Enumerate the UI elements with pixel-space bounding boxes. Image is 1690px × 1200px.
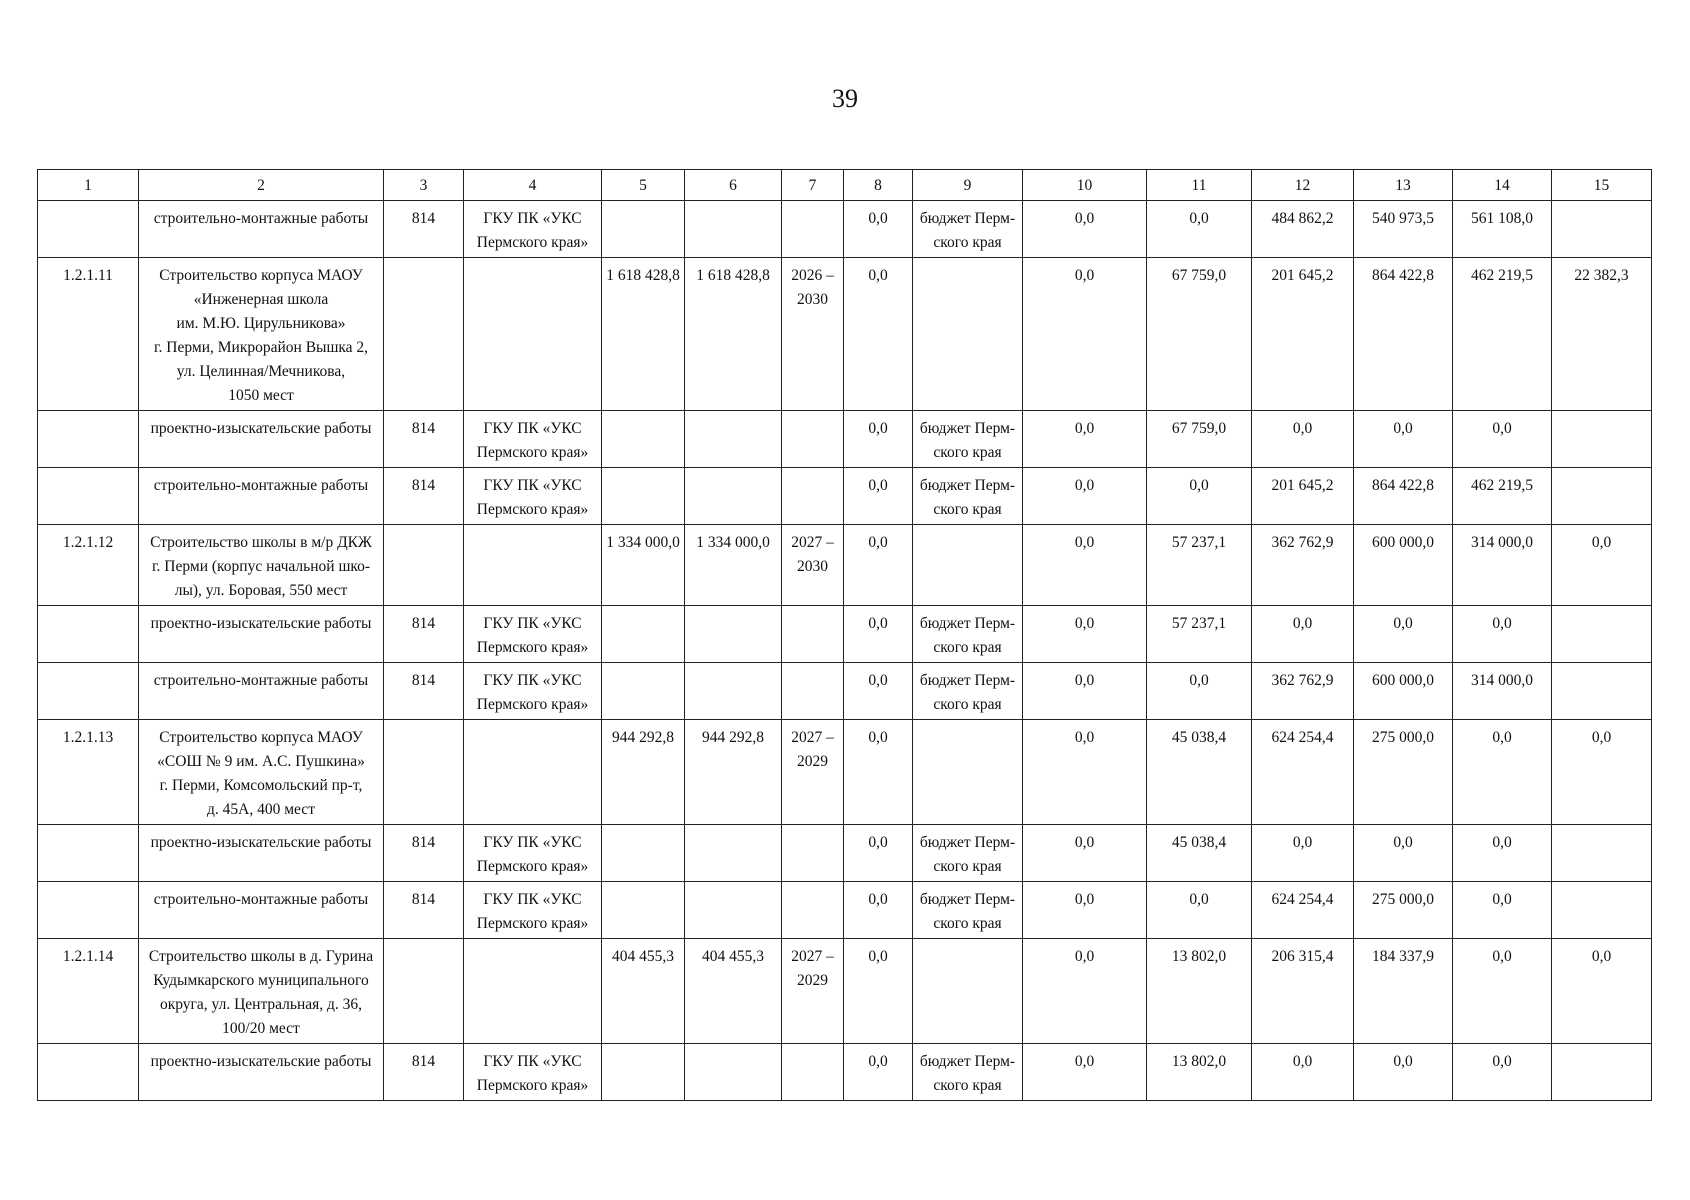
- table-cell: 624 254,4: [1252, 882, 1354, 939]
- table-cell: бюджет Перм- ского края: [913, 411, 1023, 468]
- table-cell: 0,0: [1147, 468, 1252, 525]
- table-cell: 1.2.1.12: [38, 525, 139, 606]
- table-cell: 814: [384, 201, 464, 258]
- table-cell: 0,0: [1453, 939, 1552, 1044]
- table-cell: 0,0: [1453, 825, 1552, 882]
- table-cell: бюджет Перм- ского края: [913, 606, 1023, 663]
- column-number-cell: 6: [685, 170, 782, 201]
- table-cell: 0,0: [1023, 1044, 1147, 1101]
- table-cell: ГКУ ПК «УКС Пермского края»: [464, 411, 602, 468]
- table-cell: [602, 825, 685, 882]
- table-cell: бюджет Перм- ского края: [913, 1044, 1023, 1101]
- table-cell: 0,0: [1252, 411, 1354, 468]
- table-cell: 0,0: [1147, 201, 1252, 258]
- table-cell: 864 422,8: [1354, 258, 1453, 411]
- table-cell: [782, 606, 844, 663]
- table-cell: 0,0: [844, 939, 913, 1044]
- column-number-cell: 9: [913, 170, 1023, 201]
- table-cell: 0,0: [1552, 525, 1652, 606]
- table-cell: 0,0: [1354, 825, 1453, 882]
- table-cell: 624 254,4: [1252, 720, 1354, 825]
- table-cell: 0,0: [1147, 663, 1252, 720]
- table-cell: 275 000,0: [1354, 882, 1453, 939]
- table-cell: 1 334 000,0: [602, 525, 685, 606]
- table-cell: 0,0: [844, 663, 913, 720]
- table-row: [38, 825, 1652, 882]
- table-cell: [1552, 606, 1652, 663]
- table-cell: [1552, 411, 1652, 468]
- table-cell: строительно-монтажные работы: [139, 468, 384, 525]
- table-cell: ГКУ ПК «УКС Пермского края»: [464, 468, 602, 525]
- table-cell: проектно-изыскательские работы: [139, 411, 384, 468]
- table-cell: [38, 882, 139, 939]
- table-cell: 0,0: [1023, 663, 1147, 720]
- table-cell: строительно-монтажные работы: [139, 882, 384, 939]
- table-cell: бюджет Перм- ского края: [913, 663, 1023, 720]
- table-cell: 462 219,5: [1453, 468, 1552, 525]
- table-cell: [602, 468, 685, 525]
- table-cell: [782, 663, 844, 720]
- table-cell: 0,0: [1023, 825, 1147, 882]
- table-cell: 0,0: [1354, 606, 1453, 663]
- table-cell: ГКУ ПК «УКС Пермского края»: [464, 825, 602, 882]
- table-row: [38, 663, 1652, 720]
- table-cell: 0,0: [844, 258, 913, 411]
- table-row: [38, 939, 1652, 1044]
- table-cell: [913, 939, 1023, 1044]
- table-cell: строительно-монтажные работы: [139, 201, 384, 258]
- table-cell: [384, 939, 464, 1044]
- table-cell: 864 422,8: [1354, 468, 1453, 525]
- table-row: [38, 882, 1652, 939]
- table-cell: ГКУ ПК «УКС Пермского края»: [464, 1044, 602, 1101]
- table-cell: [685, 882, 782, 939]
- table-cell: ГКУ ПК «УКС Пермского края»: [464, 606, 602, 663]
- table-cell: 57 237,1: [1147, 606, 1252, 663]
- table-cell: 362 762,9: [1252, 663, 1354, 720]
- table-cell: 814: [384, 411, 464, 468]
- table-cell: 600 000,0: [1354, 525, 1453, 606]
- column-number-cell: 3: [384, 170, 464, 201]
- table-cell: [602, 882, 685, 939]
- column-number-cell: 7: [782, 170, 844, 201]
- table-cell: 0,0: [1147, 882, 1252, 939]
- table-cell: [38, 468, 139, 525]
- table-cell: 814: [384, 663, 464, 720]
- column-number-cell: 14: [1453, 170, 1552, 201]
- table-cell: 0,0: [1023, 606, 1147, 663]
- table-cell: [1552, 201, 1652, 258]
- table-cell: 1.2.1.11: [38, 258, 139, 411]
- table-cell: 201 645,2: [1252, 258, 1354, 411]
- table-cell: [782, 468, 844, 525]
- table-cell: 45 038,4: [1147, 720, 1252, 825]
- table-cell: 0,0: [844, 720, 913, 825]
- table-cell: [913, 720, 1023, 825]
- table-cell: Строительство корпуса МАОУ «СОШ № 9 им. А.С. Пушкина» г. Перми, Комсомольский пр-т, д. 45А, 400 мест: [139, 720, 384, 825]
- table-cell: [38, 606, 139, 663]
- table-cell: 1 618 428,8: [602, 258, 685, 411]
- table-cell: [1552, 825, 1652, 882]
- table-cell: [464, 720, 602, 825]
- table-row: [38, 1044, 1652, 1101]
- table-cell: [782, 882, 844, 939]
- table-cell: 0,0: [844, 606, 913, 663]
- budget-table: [37, 169, 1652, 1101]
- table-cell: 275 000,0: [1354, 720, 1453, 825]
- table-row: [38, 411, 1652, 468]
- table-cell: 814: [384, 606, 464, 663]
- table-cell: 0,0: [1252, 1044, 1354, 1101]
- table-cell: [38, 201, 139, 258]
- table-cell: 0,0: [844, 411, 913, 468]
- table-cell: [782, 825, 844, 882]
- table-cell: 600 000,0: [1354, 663, 1453, 720]
- column-number-cell: 12: [1252, 170, 1354, 201]
- table-cell: [1552, 663, 1652, 720]
- table-cell: бюджет Перм- ского края: [913, 468, 1023, 525]
- table-cell: бюджет Перм- ского края: [913, 201, 1023, 258]
- table-cell: [602, 606, 685, 663]
- table-cell: 67 759,0: [1147, 411, 1252, 468]
- table-cell: 0,0: [1023, 525, 1147, 606]
- table-cell: 0,0: [844, 525, 913, 606]
- table-cell: [782, 1044, 844, 1101]
- table-cell: 0,0: [844, 468, 913, 525]
- table-row: [38, 468, 1652, 525]
- table-cell: бюджет Перм- ского края: [913, 882, 1023, 939]
- table-cell: Строительство школы в м/р ДКЖ г. Перми (корпус начальной шко- лы), ул. Боровая, 550 мест: [139, 525, 384, 606]
- table-cell: [38, 825, 139, 882]
- table-cell: 2027 – 2029: [782, 720, 844, 825]
- table-cell: 0,0: [844, 882, 913, 939]
- column-number-cell: 13: [1354, 170, 1453, 201]
- table-cell: [685, 663, 782, 720]
- table-cell: 22 382,3: [1552, 258, 1652, 411]
- table-cell: 314 000,0: [1453, 525, 1552, 606]
- table-cell: 206 315,4: [1252, 939, 1354, 1044]
- table-cell: 1 618 428,8: [685, 258, 782, 411]
- table-cell: 0,0: [1453, 606, 1552, 663]
- table-cell: [685, 1044, 782, 1101]
- table-cell: 814: [384, 468, 464, 525]
- table-cell: [464, 525, 602, 606]
- table-cell: 404 455,3: [685, 939, 782, 1044]
- table-cell: [602, 1044, 685, 1101]
- table-cell: 814: [384, 882, 464, 939]
- column-number-cell: 4: [464, 170, 602, 201]
- table-cell: 0,0: [844, 201, 913, 258]
- table-cell: [782, 411, 844, 468]
- column-number-cell: 11: [1147, 170, 1252, 201]
- table-cell: 0,0: [844, 825, 913, 882]
- table-cell: 0,0: [1023, 201, 1147, 258]
- table-cell: [685, 411, 782, 468]
- table-cell: ГКУ ПК «УКС Пермского края»: [464, 201, 602, 258]
- table-cell: [685, 201, 782, 258]
- table-row: [38, 606, 1652, 663]
- table-cell: [685, 825, 782, 882]
- table-cell: [602, 201, 685, 258]
- table-cell: 0,0: [1453, 1044, 1552, 1101]
- table-cell: [384, 720, 464, 825]
- table-cell: 0,0: [1354, 411, 1453, 468]
- table-cell: 462 219,5: [1453, 258, 1552, 411]
- table-cell: 13 802,0: [1147, 939, 1252, 1044]
- table-cell: Строительство корпуса МАОУ «Инженерная школа им. М.Ю. Цирульникова» г. Перми, Микрорайон Вышка 2, ул. Целинная/Мечникова, 1050 мест: [139, 258, 384, 411]
- table-cell: 0,0: [1023, 468, 1147, 525]
- table-cell: 1.2.1.13: [38, 720, 139, 825]
- table-cell: [913, 525, 1023, 606]
- table-cell: проектно-изыскательские работы: [139, 825, 384, 882]
- table-cell: 201 645,2: [1252, 468, 1354, 525]
- table-cell: 2027 – 2029: [782, 939, 844, 1044]
- table-cell: 184 337,9: [1354, 939, 1453, 1044]
- table-cell: 944 292,8: [685, 720, 782, 825]
- table-cell: 0,0: [1023, 258, 1147, 411]
- table-cell: 0,0: [1023, 882, 1147, 939]
- table-cell: 0,0: [844, 1044, 913, 1101]
- table-cell: 0,0: [1453, 720, 1552, 825]
- table-cell: ГКУ ПК «УКС Пермского края»: [464, 663, 602, 720]
- table-cell: [685, 468, 782, 525]
- table-cell: [38, 663, 139, 720]
- column-number-cell: 5: [602, 170, 685, 201]
- table-cell: 0,0: [1453, 882, 1552, 939]
- table-cell: 13 802,0: [1147, 1044, 1252, 1101]
- table-cell: Строительство школы в д. Гурина Кудымкарского муниципального округа, ул. Центральная, д. 36, 100/20 мест: [139, 939, 384, 1044]
- table-cell: 0,0: [1023, 939, 1147, 1044]
- table-cell: [38, 1044, 139, 1101]
- table-cell: 67 759,0: [1147, 258, 1252, 411]
- table-cell: 814: [384, 1044, 464, 1101]
- table-cell: 0,0: [1552, 720, 1652, 825]
- table-cell: ГКУ ПК «УКС Пермского края»: [464, 882, 602, 939]
- table-cell: 0,0: [1354, 1044, 1453, 1101]
- table-cell: 1 334 000,0: [685, 525, 782, 606]
- table-cell: 45 038,4: [1147, 825, 1252, 882]
- table-cell: 561 108,0: [1453, 201, 1552, 258]
- column-number-cell: 8: [844, 170, 913, 201]
- table-cell: 540 973,5: [1354, 201, 1453, 258]
- table-cell: [602, 663, 685, 720]
- table-cell: [685, 606, 782, 663]
- column-number-cell: 10: [1023, 170, 1147, 201]
- table-cell: 404 455,3: [602, 939, 685, 1044]
- table-cell: 0,0: [1023, 720, 1147, 825]
- table-cell: [782, 201, 844, 258]
- table-cell: 0,0: [1453, 411, 1552, 468]
- table-cell: [1552, 1044, 1652, 1101]
- table-cell: 0,0: [1552, 939, 1652, 1044]
- table-cell: 944 292,8: [602, 720, 685, 825]
- table-cell: [384, 525, 464, 606]
- table-cell: 0,0: [1023, 411, 1147, 468]
- table-cell: [1552, 882, 1652, 939]
- table-cell: 0,0: [1252, 825, 1354, 882]
- page-number: 39: [832, 84, 858, 113]
- table-cell: 0,0: [1252, 606, 1354, 663]
- table-cell: [38, 411, 139, 468]
- table-cell: [464, 939, 602, 1044]
- table-row: [38, 201, 1652, 258]
- table-row: [38, 525, 1652, 606]
- table-cell: [913, 258, 1023, 411]
- table-cell: 484 862,2: [1252, 201, 1354, 258]
- table-cell: 57 237,1: [1147, 525, 1252, 606]
- column-number-cell: 2: [139, 170, 384, 201]
- table-cell: [464, 258, 602, 411]
- table-cell: 2026 – 2030: [782, 258, 844, 411]
- table-cell: 314 000,0: [1453, 663, 1552, 720]
- table-row: [38, 720, 1652, 825]
- table-cell: строительно-монтажные работы: [139, 663, 384, 720]
- table-cell: проектно-изыскательские работы: [139, 1044, 384, 1101]
- table-cell: 362 762,9: [1252, 525, 1354, 606]
- table-row: [38, 258, 1652, 411]
- table-cell: 1.2.1.14: [38, 939, 139, 1044]
- table-cell: 2027 – 2030: [782, 525, 844, 606]
- column-number-cell: 15: [1552, 170, 1652, 201]
- table-cell: проектно-изыскательские работы: [139, 606, 384, 663]
- column-number-cell: 1: [38, 170, 139, 201]
- table-header-row: [38, 170, 1652, 201]
- table-cell: [384, 258, 464, 411]
- table-cell: 814: [384, 825, 464, 882]
- table-cell: [602, 411, 685, 468]
- table-cell: бюджет Перм- ского края: [913, 825, 1023, 882]
- table-cell: [1552, 468, 1652, 525]
